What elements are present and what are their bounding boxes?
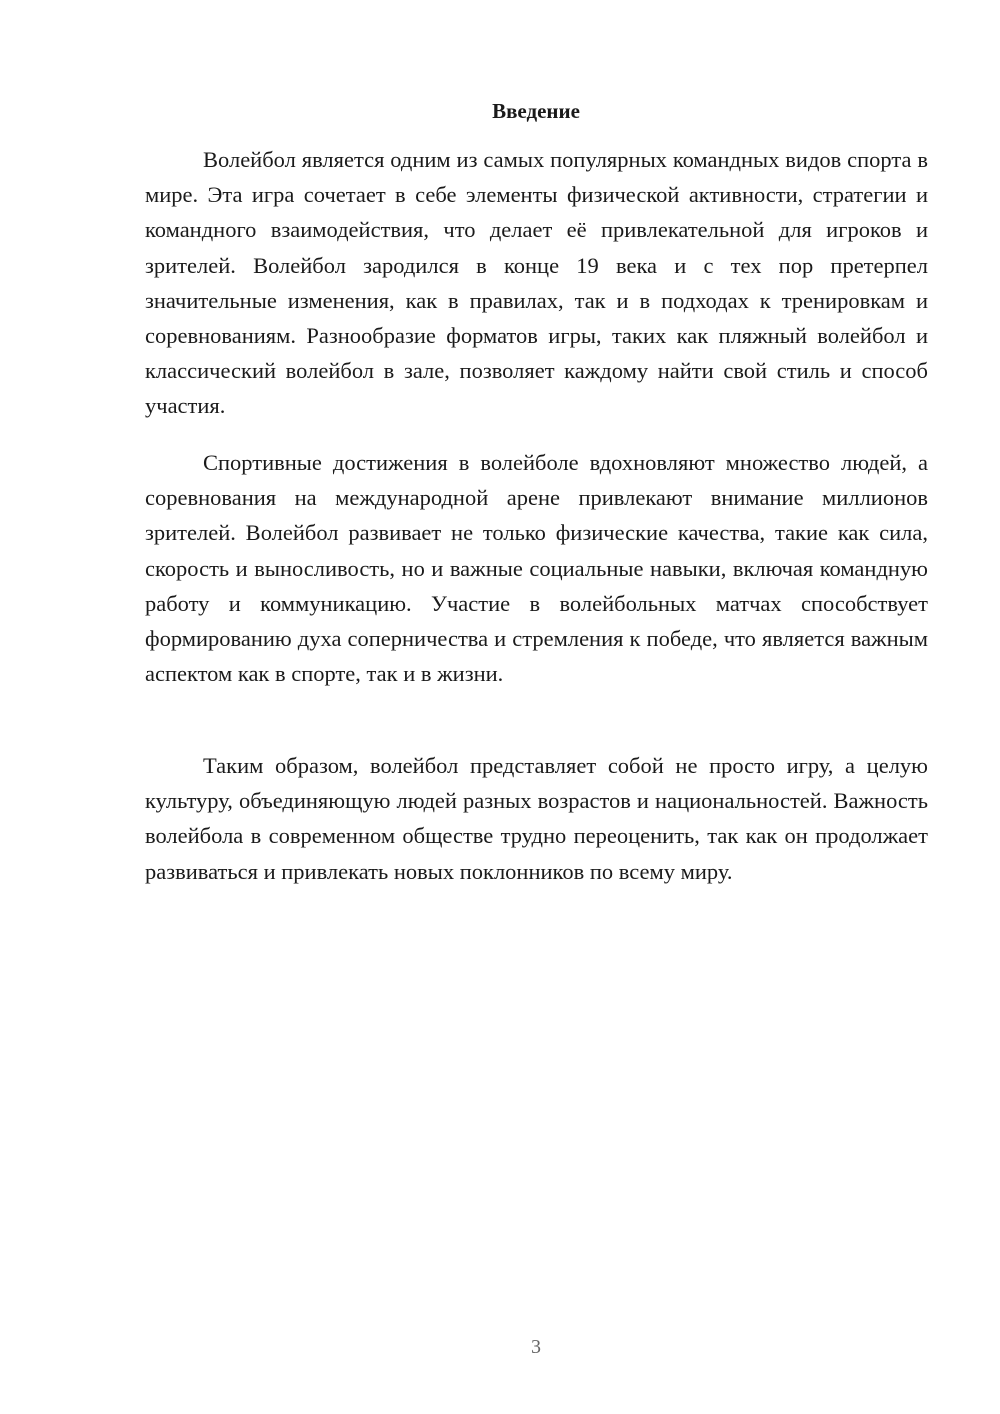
page-number: 3 bbox=[531, 1336, 541, 1358]
paragraph-1: Волейбол является одним из самых популярных командных видов спорта в мире. Эта игра сочетает в себе элементы физической активности, стратегии и командного взаимодействия, что делает её привлекательной для игроков и зрителей. Волейбол зародился в конце 19 века и с тех пор претерпел значительные изменения, как в правилах, так и в подходах к тренировкам и соревнованиям. Разнообразие форматов игры, таких как пляжный волейбол и классический волейбол в зале, позволяет каждому найти свой стиль и способ участия. bbox=[145, 147, 928, 419]
paragraph-2: Спортивные достижения в волейболе вдохновляют множество людей, а соревнования на международной арене привлекают внимание миллионов зрителей. Волейбол развивает не только физические качества, такие как сила, скорость и выносливость, но и важные социальные навыки, включая командную работу и коммуникацию. Участие в волейбольных матчах способствует формированию духа соперничества и стремления к победе, что является важным аспектом как в спорте, так и в жизни. bbox=[145, 450, 928, 687]
section-title: Введение bbox=[492, 99, 580, 123]
paragraph-3: Таким образом, волейбол представляет собой не просто игру, а целую культуру, объединяющую людей разных возрастов и национальностей. Важность волейбола в современном обществе трудно переоценить, так как он продолжает развиваться и привлекать новых поклонников по всему миру. bbox=[145, 753, 928, 884]
